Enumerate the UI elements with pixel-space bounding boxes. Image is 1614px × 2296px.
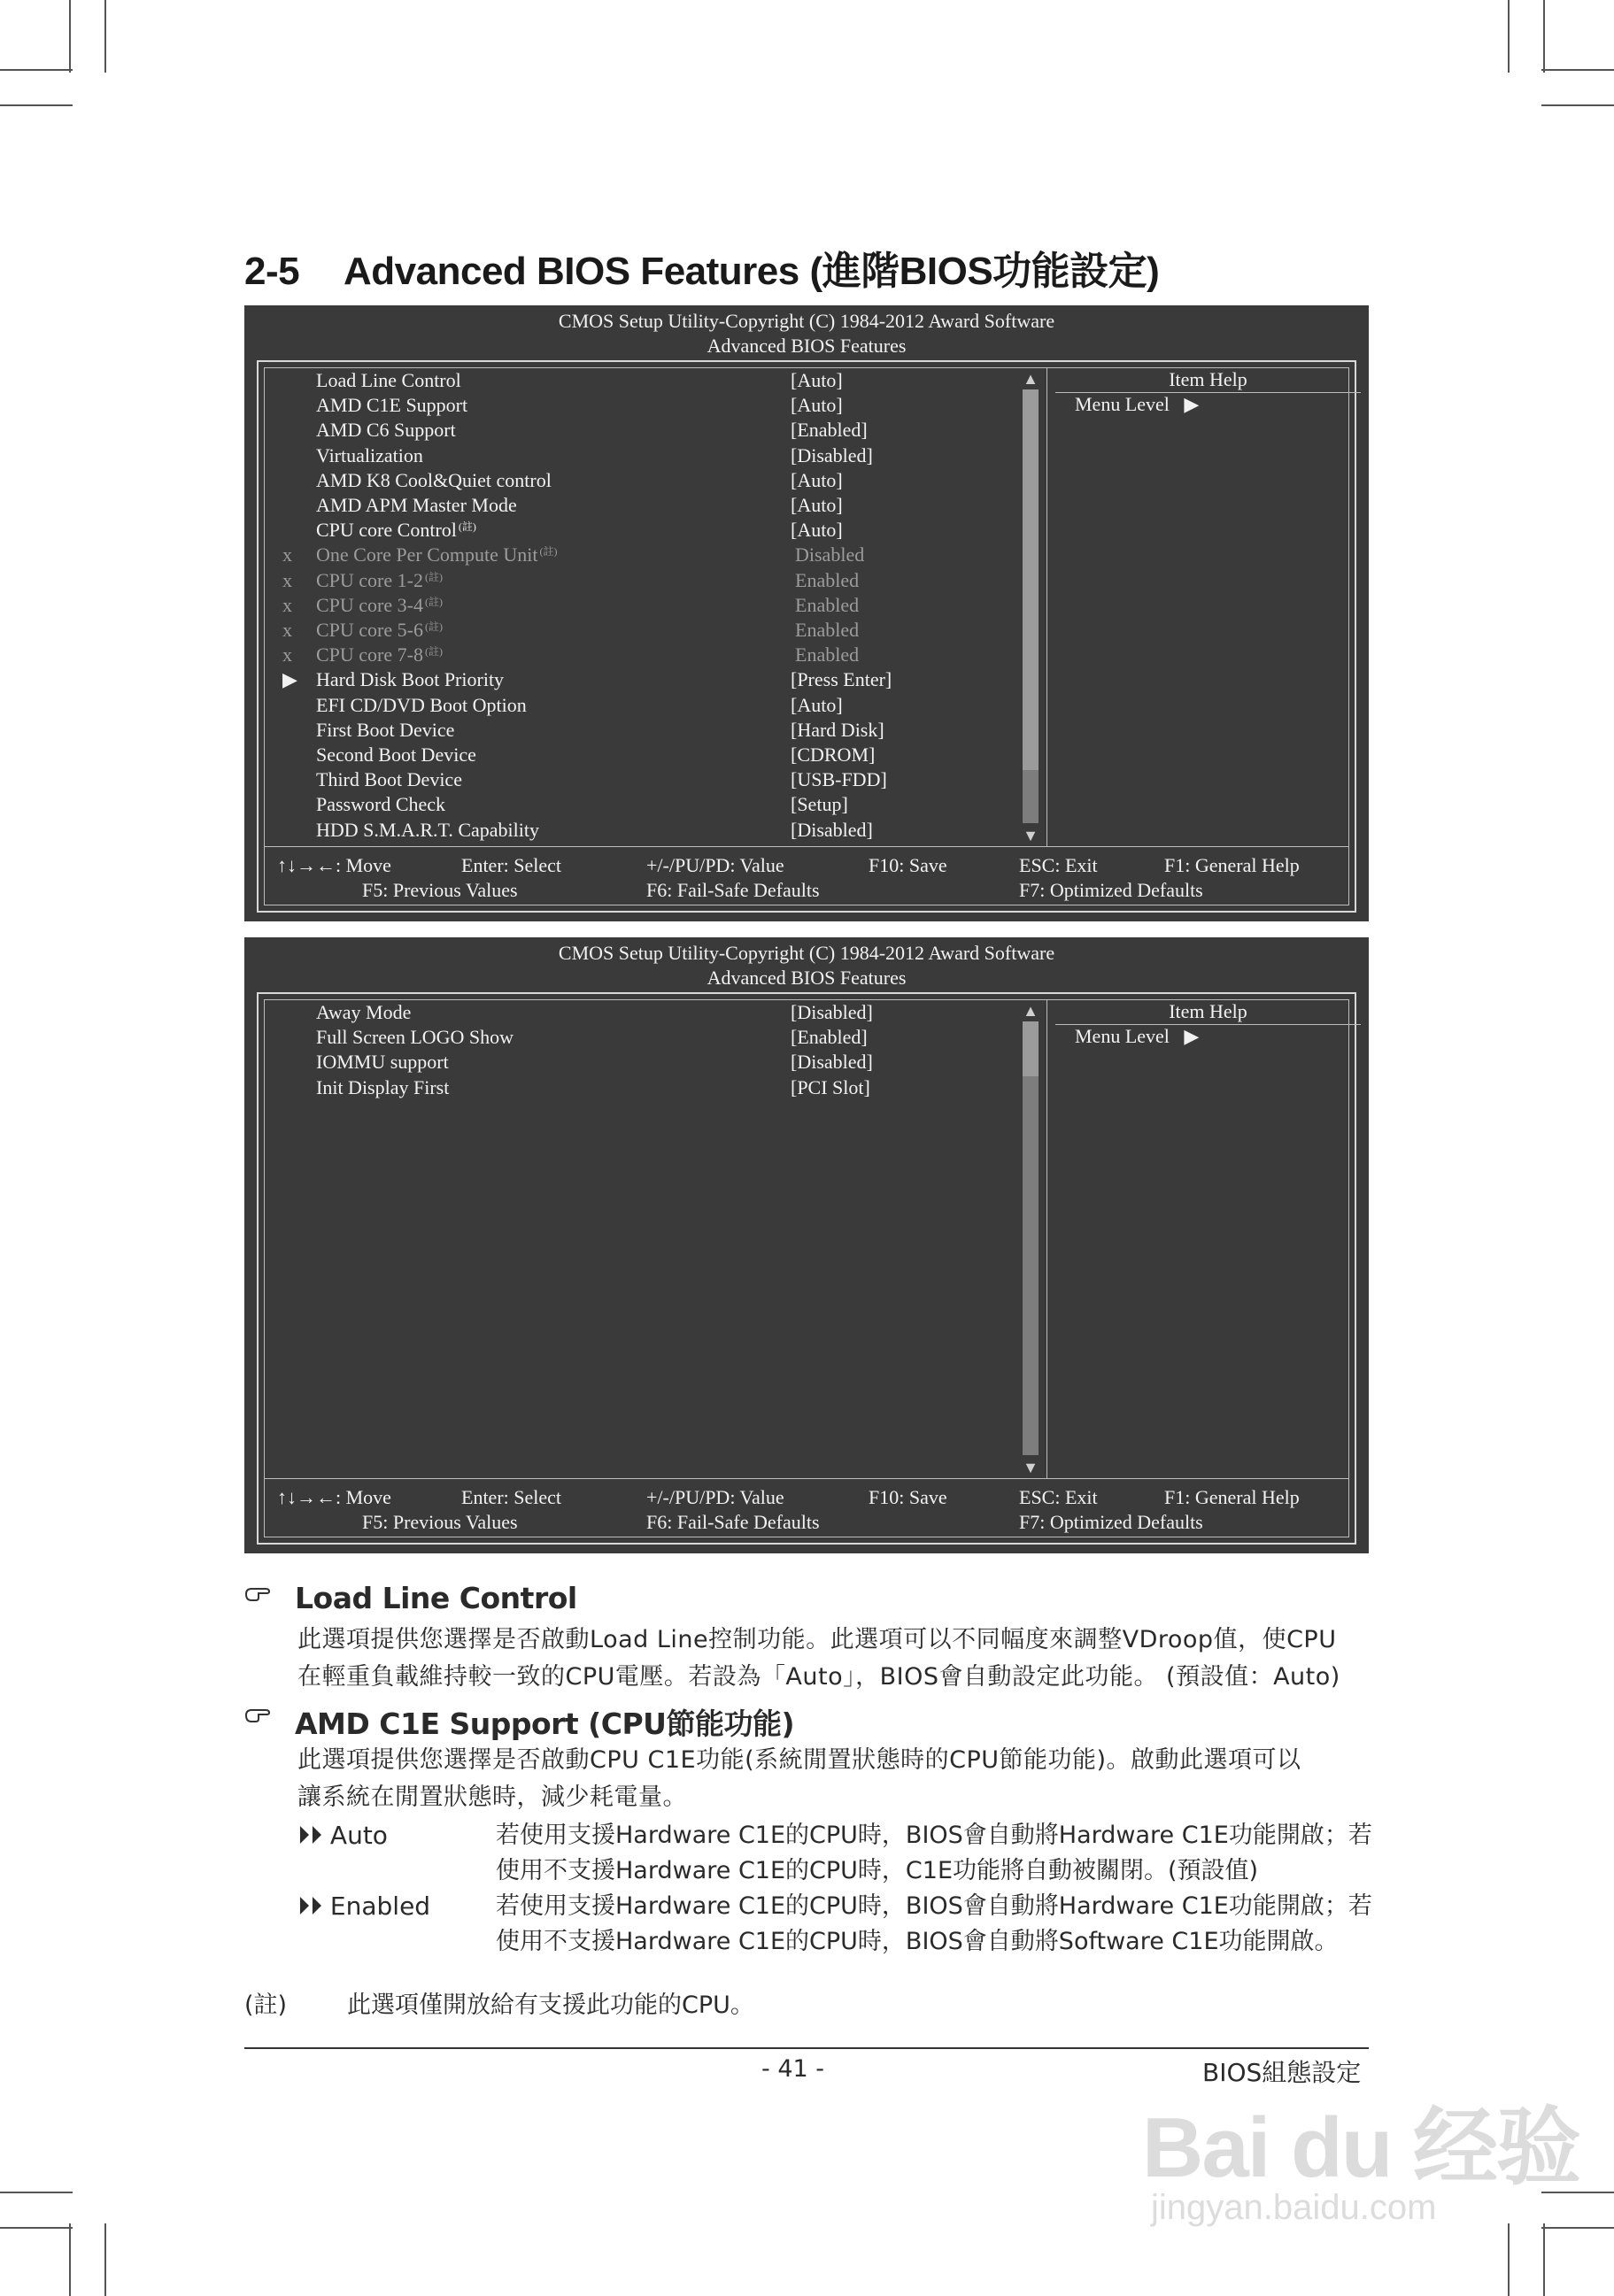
crop-mark: [1541, 69, 1614, 71]
bios-copyright: CMOS Setup Utility-Copyright (C) 1984-2012 Award Software: [558, 310, 1055, 332]
bios-item-value[interactable]: [Press Enter]: [791, 668, 892, 691]
menu-level: [1075, 393, 1199, 416]
bios-item-value[interactable]: [Disabled]: [791, 1051, 873, 1074]
bios-item-label: [316, 393, 467, 418]
bios-item-label: [316, 643, 443, 667]
crop-mark: [1543, 0, 1545, 73]
bios-item-label: [316, 493, 517, 518]
crop-mark: [69, 0, 71, 73]
item-mark: x: [282, 619, 292, 641]
bios-frame: [257, 360, 1356, 913]
item-label-text: Load Line Control: [316, 369, 461, 391]
item-label-text: AMD C1E Support: [316, 394, 468, 417]
crop-mark: [0, 2192, 73, 2193]
bios-header: [244, 305, 1369, 358]
desc-line: 此選項提供您選擇是否啟動CPU C1E功能(系統閒置狀態時的CPU節能功能)。啟動此選項可以: [297, 1746, 1301, 1774]
watermark-url: jingyan.baidu.com: [1151, 2188, 1437, 2227]
note-mark: (註): [244, 1992, 288, 2019]
section-number: 2-5: [244, 250, 300, 293]
item-label-text: Password Check: [316, 793, 446, 816]
double-arrow-icon: ⏵⏵: [297, 1821, 323, 1850]
bios-screen-1: [244, 305, 1369, 921]
bios-item-label: [316, 818, 539, 843]
suboption-name: Enabled: [329, 1892, 431, 1921]
item-label-text: CPU core 1-2: [316, 568, 423, 591]
watermark-logo: Bai du 经验: [1142, 2100, 1580, 2195]
bios-item-value[interactable]: [Enabled]: [791, 1026, 868, 1049]
desc-line: 讓系統在閒置狀態時，減少耗電量。: [297, 1784, 687, 1811]
bios-item-value[interactable]: [Auto]: [791, 494, 843, 516]
crop-mark: [104, 2223, 106, 2296]
section-title: [244, 239, 1159, 296]
key-save: F10: Save: [869, 1486, 947, 1508]
bios-item-label: [316, 792, 445, 817]
bios-item-label: [316, 568, 443, 593]
key-failsafe: F6: Fail-Safe Defaults: [646, 1511, 820, 1533]
note-marker: (註): [424, 620, 443, 633]
desc-line: 使用不支援Hardware C1E的CPU時，BIOS會自動將Software C1E功能開啟。: [496, 1928, 1339, 1955]
option-desc-c1e: [297, 1742, 1378, 1816]
bios-item-label: [316, 368, 461, 393]
desc-line: 使用不支援Hardware C1E的CPU時，C1E功能將自動被關閉。(預設值): [496, 1857, 1259, 1884]
crop-mark: [1543, 2223, 1545, 2296]
bios-item-label: [316, 518, 476, 543]
crop-mark: [1541, 2227, 1614, 2229]
desc-line: 在輕重負載維持較一致的CPU電壓。若設為「Auto」，BIOS會自動設定此功能。 (預設值：Auto): [297, 1663, 1340, 1691]
bios-item-label: [316, 593, 443, 618]
bios-item-value[interactable]: [Hard Disk]: [791, 718, 884, 741]
bios-header: [244, 937, 1369, 990]
bios-screen-2: [244, 937, 1369, 1553]
item-label-text: Init Display First: [316, 1075, 450, 1098]
item-label-text: CPU core Control: [316, 519, 457, 542]
key-save: F10: Save: [869, 854, 947, 876]
key-optimized: F7: Optimized Defaults: [1019, 1511, 1203, 1533]
item-label-text: CPU core 7-8: [316, 643, 423, 666]
crop-mark: [1541, 104, 1614, 106]
item-help-title: Item Help: [1169, 1000, 1247, 1022]
note-marker: (註): [424, 645, 443, 659]
bios-item-label: [316, 1050, 449, 1075]
item-help-title: Item Help: [1169, 368, 1247, 390]
suboption-enabled-desc: [496, 1889, 1381, 1960]
item-label-text: One Core Per Compute Unit: [316, 543, 538, 566]
menu-level-arrow-icon: ▶: [1184, 393, 1200, 415]
footer-section: BIOS組態設定: [1202, 2058, 1362, 2087]
bios-item-value: Enabled: [795, 593, 860, 616]
bios-item-label: [316, 1075, 449, 1100]
submenu-arrow-icon: ▶: [282, 668, 297, 691]
item-label-text: CPU core 3-4: [316, 593, 423, 616]
keys-divider: [265, 846, 1348, 847]
bios-frame: [257, 992, 1356, 1545]
bios-item-label: [316, 618, 443, 643]
item-label-text: HDD S.M.A.R.T. Capability: [316, 818, 539, 841]
crop-mark: [104, 0, 106, 73]
bios-item-label: [316, 718, 454, 743]
bios-item-value[interactable]: [Auto]: [791, 693, 843, 716]
item-label-text: EFI CD/DVD Boot Option: [316, 693, 527, 716]
note-marker: (註): [424, 595, 443, 608]
key-optimized: F7: Optimized Defaults: [1019, 879, 1203, 901]
bios-inner-frame: [264, 367, 1349, 905]
desc-line: 若使用支援Hardware C1E的CPU時，BIOS會自動將Hardware C1E功能開啟；若: [496, 1892, 1372, 1920]
desc-line: 此選項提供您選擇是否啟動Load Line控制功能。此選項可以不同幅度來調整VDroop值，使CPU: [297, 1626, 1337, 1653]
hand-pointer-icon: [244, 1583, 274, 1603]
bios-item-value[interactable]: [Setup]: [791, 793, 848, 816]
bios-item-value[interactable]: [Disabled]: [791, 443, 873, 466]
item-label-text: AMD C6 Support: [316, 419, 456, 442]
option-title-load-line: Load Line Control: [295, 1581, 577, 1615]
item-label-text: Virtualization: [316, 443, 423, 466]
key-failsafe: F6: Fail-Safe Defaults: [646, 879, 820, 901]
note-marker: (註): [424, 570, 443, 583]
crop-mark: [69, 2223, 71, 2296]
note-marker: (註): [458, 520, 476, 534]
item-label-text: Hard Disk Boot Priority: [316, 668, 505, 691]
scrollbar[interactable]: [1023, 370, 1039, 844]
scroll-track[interactable]: [1023, 1021, 1039, 1455]
item-label-text: Away Mode: [316, 1001, 412, 1023]
bios-item-value[interactable]: [USB-FDD]: [791, 768, 887, 791]
menu-level: [1075, 1025, 1199, 1048]
key-help: F1: General Help: [1164, 854, 1300, 876]
bios-page-title: Advanced BIOS Features: [707, 967, 907, 989]
key-exit: ESC: Exit: [1019, 1486, 1098, 1508]
bios-item-value: Enabled: [795, 568, 860, 591]
section-heading: Advanced BIOS Features (進階BIOS功能設定): [344, 250, 1160, 293]
item-mark: x: [282, 643, 292, 666]
key-select: Enter: Select: [461, 854, 562, 876]
bios-item-label: [316, 418, 456, 443]
key-select: Enter: Select: [461, 1486, 562, 1508]
scrollbar[interactable]: [1023, 1002, 1039, 1476]
suboption-enabled-label: [297, 1889, 430, 1924]
footer-rule: [244, 2047, 1369, 2049]
hand-pointer-icon: [244, 1705, 274, 1724]
bios-item-label: [316, 743, 476, 767]
key-move: ↑↓→←: Move: [277, 1486, 391, 1508]
item-mark: x: [282, 543, 292, 566]
bios-item-value[interactable]: [Auto]: [791, 369, 843, 391]
bios-item-value[interactable]: [Auto]: [791, 519, 843, 542]
bios-item-label: [316, 443, 423, 468]
item-label-text: Full Screen LOGO Show: [316, 1026, 514, 1049]
bios-item-label: [316, 543, 558, 567]
key-help: F1: General Help: [1164, 1486, 1300, 1508]
crop-mark: [1508, 0, 1510, 73]
crop-mark: [0, 69, 73, 71]
item-label-text: IOMMU support: [316, 1051, 449, 1074]
item-label-text: First Boot Device: [316, 718, 455, 741]
page-number: - 41 -: [761, 2055, 825, 2083]
scroll-thumb[interactable]: [1023, 389, 1039, 770]
suboption-auto-desc: [496, 1818, 1381, 1889]
key-exit: ESC: Exit: [1019, 854, 1098, 876]
suboption-auto-label: [297, 1818, 388, 1853]
bios-item-value[interactable]: [PCI Slot]: [791, 1075, 870, 1098]
scroll-down-icon[interactable]: ▼: [1023, 827, 1039, 844]
bios-inner-frame: [264, 999, 1349, 1537]
bios-page-title: Advanced BIOS Features: [707, 335, 907, 357]
bios-item-value: Enabled: [795, 619, 860, 641]
bios-item-value[interactable]: [Auto]: [791, 468, 843, 491]
help-divider: [1046, 1000, 1047, 1478]
bios-item-label: [316, 693, 527, 718]
item-mark: x: [282, 568, 292, 591]
crop-mark: [0, 104, 73, 106]
keys-divider: [265, 1478, 1348, 1479]
note-marker: (註): [539, 545, 558, 559]
bios-item-value[interactable]: [CDROM]: [791, 744, 876, 766]
key-previous: F5: Previous Values: [362, 1511, 518, 1533]
key-value: +/-/PU/PD: Value: [646, 1486, 784, 1508]
bios-item-value: Disabled: [795, 543, 865, 566]
bios-item-label: [316, 1025, 514, 1050]
scroll-up-icon[interactable]: ▲: [1023, 1002, 1039, 1020]
bios-item-label: [316, 667, 504, 692]
scroll-thumb[interactable]: [1023, 1021, 1039, 1076]
bios-item-label: [316, 1000, 411, 1025]
suboption-name: Auto: [329, 1821, 388, 1850]
item-label-text: Third Boot Device: [316, 768, 462, 791]
bios-copyright: CMOS Setup Utility-Copyright (C) 1984-2012 Award Software: [558, 942, 1055, 964]
double-arrow-icon: ⏵⏵: [297, 1892, 323, 1921]
bios-item-value[interactable]: [Disabled]: [791, 818, 873, 841]
bios-item-value[interactable]: [Enabled]: [791, 419, 868, 442]
item-label-text: AMD K8 Cool&Quiet control: [316, 468, 552, 491]
help-divider: [1046, 368, 1047, 846]
item-label-text: CPU core 5-6: [316, 619, 423, 641]
option-title-c1e: AMD C1E Support (CPU節能功能): [295, 1707, 795, 1741]
bios-item-value[interactable]: [Auto]: [791, 394, 843, 417]
menu-level-label: Menu Level: [1075, 1025, 1170, 1047]
option-desc-load-line: [297, 1622, 1378, 1696]
scroll-up-icon[interactable]: ▲: [1023, 370, 1039, 388]
key-value: +/-/PU/PD: Value: [646, 854, 784, 876]
bios-item-label: [316, 468, 552, 493]
bios-item-label: [316, 767, 462, 792]
key-previous: F5: Previous Values: [362, 879, 518, 901]
menu-level-arrow-icon: ▶: [1184, 1025, 1200, 1047]
item-label-text: Second Boot Device: [316, 744, 476, 766]
item-mark: x: [282, 593, 292, 616]
key-move: ↑↓→←: Move: [277, 854, 391, 876]
item-label-text: AMD APM Master Mode: [316, 494, 517, 516]
bios-item-value[interactable]: [Disabled]: [791, 1001, 873, 1023]
note-text: 此選項僅開放給有支援此功能的CPU。: [347, 1992, 754, 2019]
desc-line: 若使用支援Hardware C1E的CPU時，BIOS會自動將Hardware C1E功能開啟；若: [496, 1822, 1372, 1849]
menu-level-label: Menu Level: [1075, 393, 1170, 415]
bios-item-value: Enabled: [795, 643, 860, 666]
crop-mark: [1508, 2223, 1510, 2296]
scroll-down-icon[interactable]: ▼: [1023, 1459, 1039, 1476]
crop-mark: [0, 2227, 73, 2229]
